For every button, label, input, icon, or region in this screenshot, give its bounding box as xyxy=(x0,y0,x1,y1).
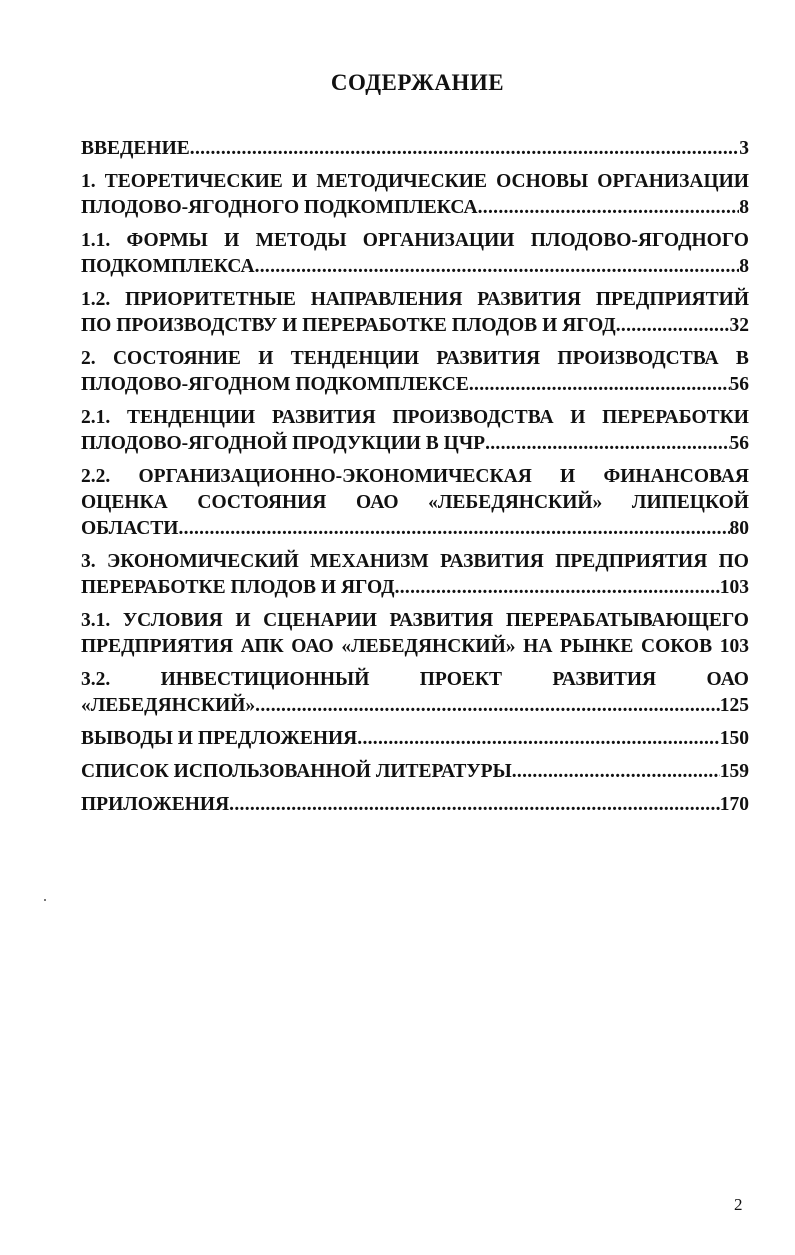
dot-leader xyxy=(395,575,720,601)
toc-entry-title: ПОДКОМПЛЕКСА xyxy=(81,256,255,277)
toc-word: РАЗВИТИЯ xyxy=(477,289,581,310)
toc-word: ОРГАНИЗАЦИОННО-ЭКОНОМИЧЕСКАЯ xyxy=(138,466,532,487)
toc-word: ФОРМЫ xyxy=(126,230,208,251)
toc-entry-title: ПЛОДОВО-ЯГОДНОГО ПОДКОМПЛЕКСА xyxy=(81,197,478,218)
toc-word: ПРЕДПРИЯТИЯ xyxy=(555,551,708,572)
toc-entry xyxy=(81,726,749,752)
toc-word: 2. xyxy=(81,348,96,369)
toc-entry xyxy=(81,405,749,457)
toc-word: РАЗВИТИЯ xyxy=(436,348,541,369)
toc-word: РАЗВИТИЯ xyxy=(389,610,494,631)
toc-word: МЕТОДЫ xyxy=(255,230,347,251)
dot-leader xyxy=(357,726,719,752)
toc-line-justified xyxy=(81,549,749,575)
toc-word: СОКОВ xyxy=(641,636,713,657)
toc-line-justified xyxy=(81,405,749,431)
toc-line-justified xyxy=(81,287,749,313)
toc-word: 3.2. xyxy=(81,669,111,690)
toc-word: И xyxy=(291,171,308,192)
toc-entry-title: ВЫВОДЫ И ПРЕДЛОЖЕНИЯ xyxy=(81,728,358,749)
toc-line-justified xyxy=(81,634,749,660)
page-title: СОДЕРЖАНИЕ xyxy=(330,70,505,95)
toc-word: ОАО xyxy=(356,492,399,513)
toc-line-leader xyxy=(81,431,749,457)
toc-word: МЕХАНИЗМ xyxy=(310,551,429,572)
toc-page-number: 170 xyxy=(719,794,749,815)
toc-word: ОРГАНИЗАЦИИ xyxy=(362,230,515,251)
dot-leader xyxy=(616,313,730,339)
table-of-contents xyxy=(81,136,749,825)
toc-entry-title: ОБЛАСТИ xyxy=(81,518,179,539)
dot-leader xyxy=(178,516,729,542)
toc-word: ЛИПЕЦКОЙ xyxy=(631,492,749,513)
toc-entry-title: ВВЕДЕНИЕ xyxy=(81,138,190,159)
toc-page-number: 3 xyxy=(739,138,749,159)
toc-page-number: 56 xyxy=(729,374,749,395)
toc-word: НА xyxy=(523,636,553,657)
toc-word: РАЗВИТИЯ xyxy=(552,669,657,690)
toc-word: ПРОЕКТ xyxy=(419,669,503,690)
scan-speck xyxy=(44,899,46,901)
toc-page-number: 150 xyxy=(719,728,749,749)
toc-word: ЭКОНОМИЧЕСКИЙ xyxy=(106,551,299,572)
toc-entry xyxy=(81,759,749,785)
toc-page-number: 56 xyxy=(729,433,749,454)
toc-entry xyxy=(81,136,749,162)
toc-word: 1.1. xyxy=(81,230,111,251)
toc-word: НАПРАВЛЕНИЯ xyxy=(310,289,463,310)
toc-word: РАЗВИТИЯ xyxy=(440,551,544,572)
toc-line-leader xyxy=(81,254,749,280)
toc-word: ТЕНДЕНЦИИ xyxy=(290,348,420,369)
toc-word: ОСНОВЫ xyxy=(496,171,589,192)
toc-word: И xyxy=(235,610,251,631)
toc-word: СОСТОЯНИЯ xyxy=(197,492,327,513)
toc-word: ИНВЕСТИЦИОННЫЙ xyxy=(160,669,370,690)
toc-page-number: 8 xyxy=(739,256,749,277)
toc-word: ПРЕДПРИЯТИЙ xyxy=(595,289,749,310)
toc-word: ОАО xyxy=(291,636,334,657)
toc-word: ОЦЕНКА xyxy=(81,492,168,513)
toc-entry-title: «ЛЕБЕДЯНСКИЙ» xyxy=(81,695,256,716)
toc-entry xyxy=(81,792,749,818)
toc-word: 1.2. xyxy=(81,289,111,310)
toc-word: 103 xyxy=(719,636,749,657)
toc-word: ПЛОДОВО-ЯГОДНОГО xyxy=(530,230,749,251)
toc-line-leader xyxy=(81,575,749,601)
toc-entry xyxy=(81,549,749,601)
toc-word: ПРЕДПРИЯТИЯ xyxy=(81,636,234,657)
toc-entry-title: ПЛОДОВО-ЯГОДНОЙ ПРОДУКЦИИ В ЦЧР xyxy=(81,433,486,454)
toc-entry xyxy=(81,346,749,398)
toc-word: СЦЕНАРИИ xyxy=(263,610,377,631)
toc-line-justified xyxy=(81,169,749,195)
toc-line-justified xyxy=(81,608,749,634)
toc-page-number: 80 xyxy=(729,518,749,539)
toc-word: 1. xyxy=(81,171,96,192)
toc-page-number: 159 xyxy=(719,761,749,782)
toc-word: 2.1. xyxy=(81,407,111,428)
toc-entry-title: ПРИЛОЖЕНИЯ xyxy=(81,794,230,815)
toc-entry xyxy=(81,464,749,542)
toc-entry-title: ПЛОДОВО-ЯГОДНОМ ПОДКОМПЛЕКСЕ xyxy=(81,374,469,395)
toc-line-justified xyxy=(81,490,749,516)
toc-line-justified xyxy=(81,228,749,254)
toc-entry xyxy=(81,228,749,280)
dot-leader xyxy=(478,195,740,221)
toc-word: РАЗВИТИЯ xyxy=(271,407,376,428)
toc-entry xyxy=(81,169,749,221)
toc-word: 3. xyxy=(81,551,96,572)
toc-word: ОАО xyxy=(706,669,749,690)
toc-line-leader xyxy=(81,195,749,221)
toc-word: И xyxy=(560,466,576,487)
toc-word: ТЕНДЕНЦИИ xyxy=(126,407,256,428)
toc-line-justified xyxy=(81,346,749,372)
toc-entry xyxy=(81,608,749,660)
toc-word: МЕТОДИЧЕСКИЕ xyxy=(316,171,487,192)
toc-line-leader xyxy=(81,726,749,752)
dot-leader xyxy=(512,759,720,785)
toc-word: ПРОИЗВОДСТВА xyxy=(392,407,554,428)
toc-line-leader xyxy=(81,516,749,542)
toc-word: ПО xyxy=(718,551,749,572)
toc-entry xyxy=(81,667,749,719)
toc-line-leader xyxy=(81,759,749,785)
toc-word: ФИНАНСОВАЯ xyxy=(603,466,749,487)
toc-word: 2.2. xyxy=(81,466,111,487)
toc-line-justified xyxy=(81,464,749,490)
toc-word: ПРИОРИТЕТНЫЕ xyxy=(125,289,296,310)
toc-page-number: 32 xyxy=(729,315,749,336)
dot-leader xyxy=(485,431,729,457)
toc-word: АПК xyxy=(240,636,284,657)
toc-page-number: 8 xyxy=(739,197,749,218)
toc-word: 3.1. xyxy=(81,610,111,631)
toc-word: ПЕРЕРАБАТЫВАЮЩЕГО xyxy=(505,610,749,631)
dot-leader xyxy=(255,254,740,280)
toc-entry-title: ПЕРЕРАБОТКЕ ПЛОДОВ И ЯГОД xyxy=(81,577,395,598)
toc-line-leader xyxy=(81,693,749,719)
toc-line-leader xyxy=(81,792,749,818)
dot-leader xyxy=(255,693,720,719)
toc-word: «ЛЕБЕДЯНСКИЙ» xyxy=(341,636,516,657)
dot-leader xyxy=(469,372,730,398)
toc-line-leader xyxy=(81,372,749,398)
toc-page-number: 103 xyxy=(719,577,749,598)
toc-word: И xyxy=(258,348,274,369)
toc-word: ОРГАНИЗАЦИИ xyxy=(597,171,749,192)
toc-entry-title: ПО ПРОИЗВОДСТВУ И ПЕРЕРАБОТКЕ ПЛОДОВ И ЯГОД xyxy=(81,315,616,336)
toc-word: УСЛОВИЯ xyxy=(122,610,223,631)
toc-entry-title: СПИСОК ИСПОЛЬЗОВАННОЙ ЛИТЕРАТУРЫ xyxy=(81,761,512,782)
dot-leader xyxy=(229,792,720,818)
toc-word: РЫНКЕ xyxy=(560,636,634,657)
toc-word: ПЕРЕРАБОТКИ xyxy=(602,407,749,428)
toc-entry xyxy=(81,287,749,339)
page-number: 2 xyxy=(734,1195,743,1214)
toc-line-justified xyxy=(81,667,749,693)
toc-word: СОСТОЯНИЕ xyxy=(112,348,241,369)
toc-page-number: 125 xyxy=(719,695,749,716)
toc-word: ТЕОРЕТИЧЕСКИЕ xyxy=(104,171,283,192)
toc-line-leader xyxy=(81,136,749,162)
toc-word: «ЛЕБЕДЯНСКИЙ» xyxy=(428,492,603,513)
toc-word: И xyxy=(570,407,586,428)
dot-leader xyxy=(190,136,739,162)
toc-word: ПРОИЗВОДСТВА xyxy=(557,348,719,369)
toc-word: И xyxy=(224,230,240,251)
toc-word: В xyxy=(735,348,749,369)
toc-line-leader xyxy=(81,313,749,339)
